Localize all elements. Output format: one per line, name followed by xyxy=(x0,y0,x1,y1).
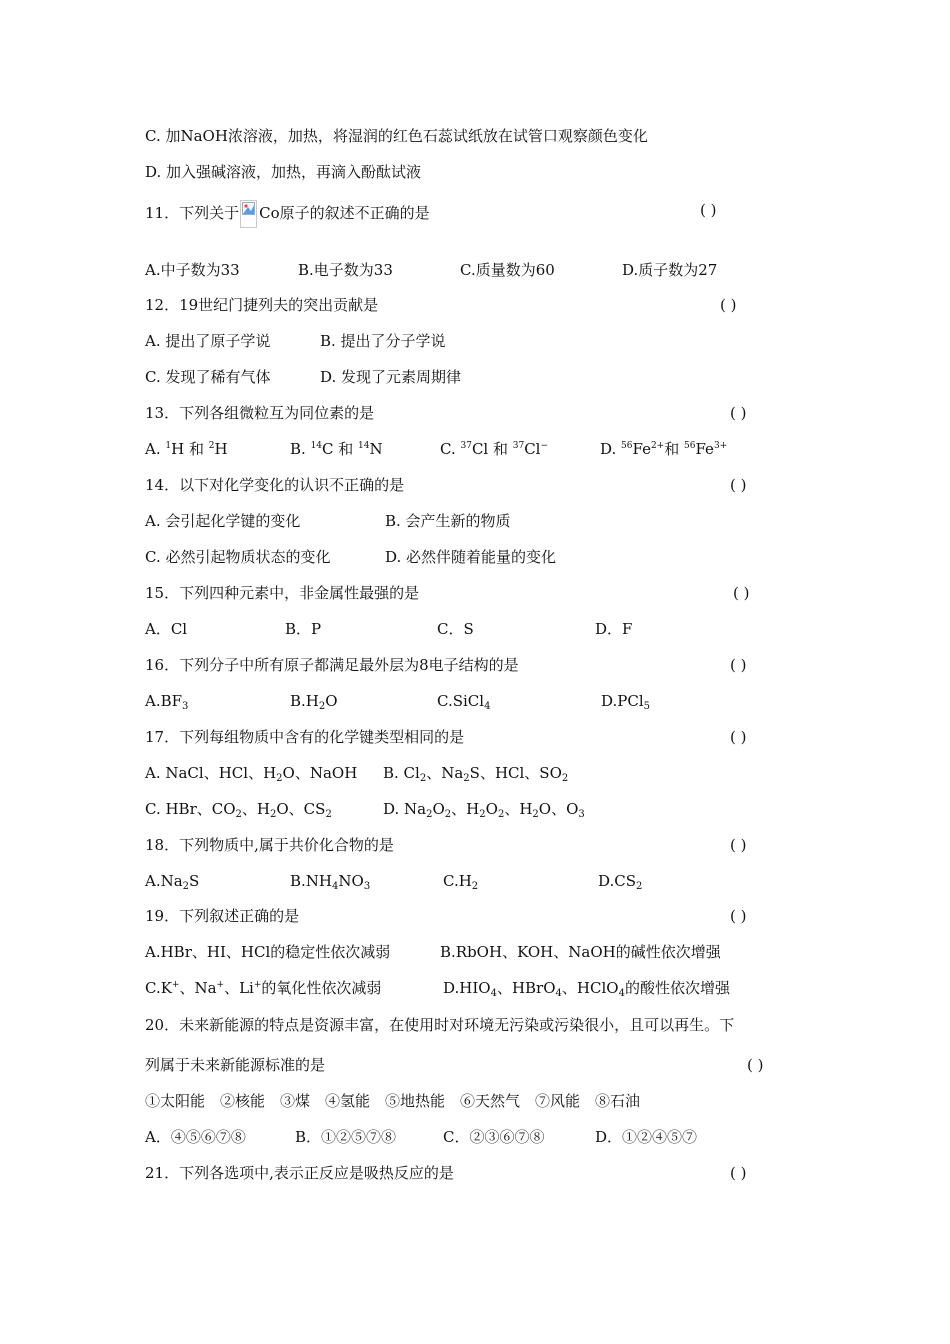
option-b: $B.NH_4NO_3$ xyxy=(290,872,371,892)
answer-paren: ( ) xyxy=(730,476,747,494)
option-b: B. 会产生新的物质 xyxy=(385,512,511,530)
option-c: C．S xyxy=(437,620,474,638)
option-d: D. $^{56}Fe^{2+}$和 $^{56}Fe^{3+}$ xyxy=(600,440,728,458)
option-d: $D.CS_2$ xyxy=(598,872,643,892)
question-17-stem: 17．下列每组物质中含有的化学键类型相同的是 xyxy=(145,728,465,746)
question-20-stem-line2: 列属于未来新能源标准的是 xyxy=(145,1056,326,1074)
option-c: C. HBr、$CO_2$、$H_2O$、$CS_2$ xyxy=(145,800,332,820)
option-b: B.电子数为33 xyxy=(298,261,393,279)
question-13-stem: 13．下列各组微粒互为同位素的是 xyxy=(145,404,375,422)
option-d: D. 发现了元素周期律 xyxy=(320,368,462,386)
question-18-stem: 18．下列物质中,属于共价化合物的是 xyxy=(145,836,394,854)
option-c: C．②③⑥⑦⑧ xyxy=(443,1128,545,1146)
option-b: B. $Cl_2$、$Na_2S$、HCl、$SO_2$ xyxy=(383,764,569,784)
option-a: A.中子数为33 xyxy=(145,261,240,279)
answer-paren: ( ) xyxy=(720,296,737,314)
option-c: C. 发现了稀有气体 xyxy=(145,368,271,386)
answer-paren: ( ) xyxy=(747,1056,764,1074)
answer-paren: ( ) xyxy=(730,656,747,674)
option-c: C.K+、Na+、Li+的氧化性依次减弱 xyxy=(145,979,382,997)
question-16-stem: 16．下列分子中所有原子都满足最外层为8电子结构的是 xyxy=(145,656,519,674)
option-b: $B.H_2O$ xyxy=(290,692,338,712)
option-c: $C.H_2$ xyxy=(443,872,479,892)
option-b: B. 提出了分子学说 xyxy=(320,332,446,350)
option-a: A. NaCl、HCl、$H_2O$、NaOH xyxy=(145,764,358,784)
option-d: D．F xyxy=(595,620,633,638)
question-15-stem: 15．下列四种元素中，非金属性最强的是 xyxy=(145,584,420,602)
answer-paren: ( ) xyxy=(730,404,747,422)
option-b: B.RbOH、KOH、NaOH的碱性依次增强 xyxy=(440,943,721,961)
question-19-stem: 19．下列叙述正确的是 xyxy=(145,907,300,925)
option-a: $A.Na_2S$ xyxy=(145,872,200,892)
answer-paren: ( ) xyxy=(730,728,747,746)
option-b: B．①②⑤⑦⑧ xyxy=(295,1128,397,1146)
option-b: B. $^{14}$C 和 $^{14}$N xyxy=(290,440,383,458)
question-12-stem: 12．19世纪门捷列夫的突出贡献是 xyxy=(145,296,379,314)
option-d: D．①②④⑤⑦ xyxy=(595,1128,698,1146)
option-a: A．④⑤⑥⑦⑧ xyxy=(145,1128,246,1146)
option-a: A. 提出了原子学说 xyxy=(145,332,271,350)
answer-paren: ( ) xyxy=(730,907,747,925)
answer-paren: ( ) xyxy=(700,201,717,219)
option-b: B．P xyxy=(285,620,322,638)
question-11-stem: 11．下列关于 Co原子的叙述不正确的是 xyxy=(145,200,430,228)
option-a: A．Cl xyxy=(145,620,188,638)
option-c-prev: C. 加NaOH浓溶液，加热，将湿润的红色石蕊试纸放在试管口观察颜色变化 xyxy=(145,127,648,145)
answer-paren: ( ) xyxy=(730,1164,747,1182)
option-c: C. $^{37}$Cl 和 $^{37}$Cl− xyxy=(440,440,549,458)
option-d: D.质子数为27 xyxy=(622,261,718,279)
broken-image-icon xyxy=(240,200,257,228)
answer-paren: ( ) xyxy=(733,584,750,602)
option-d-prev: D. 加入强碱溶液，加热，再滴入酚酞试液 xyxy=(145,163,422,181)
option-d: D.PCl$_5$ xyxy=(601,692,651,712)
answer-paren: ( ) xyxy=(730,836,747,854)
option-c: C.SiCl$_4$ xyxy=(437,692,491,712)
option-d: D. 必然伴随着能量的变化 xyxy=(385,548,557,566)
option-a: A.HBr、HI、HCl的稳定性依次减弱 xyxy=(145,943,391,961)
option-c: C. 必然引起物质状态的变化 xyxy=(145,548,331,566)
energy-list: ①太阳能 ②核能 ③煤 ④氢能 ⑤地热能 ⑥天然气 ⑦风能 ⑧石油 xyxy=(145,1092,641,1110)
option-a: $A.BF_3$ xyxy=(145,692,189,712)
option-a: A. 会引起化学键的变化 xyxy=(145,512,301,530)
option-c: C.质量数为60 xyxy=(460,261,555,279)
option-a: A. $^1$H 和 $^2$H xyxy=(145,440,228,458)
option-d: D. $Na_2O_2$、$H_2O_2$、$H_2O$、$O_3$ xyxy=(383,800,585,820)
option-d: $D.HIO_4$、HBrO$_4$、HClO$_4$的酸性依次增强 xyxy=(443,979,730,999)
question-20-stem-line1: 20．未来新能源的特点是资源丰富，在使用时对环境无污染或污染很小，且可以再生。下 xyxy=(145,1016,735,1034)
question-21-stem: 21．下列各选项中,表示正反应是吸热反应的是 xyxy=(145,1164,454,1182)
question-14-stem: 14．以下对化学变化的认识不正确的是 xyxy=(145,476,405,494)
